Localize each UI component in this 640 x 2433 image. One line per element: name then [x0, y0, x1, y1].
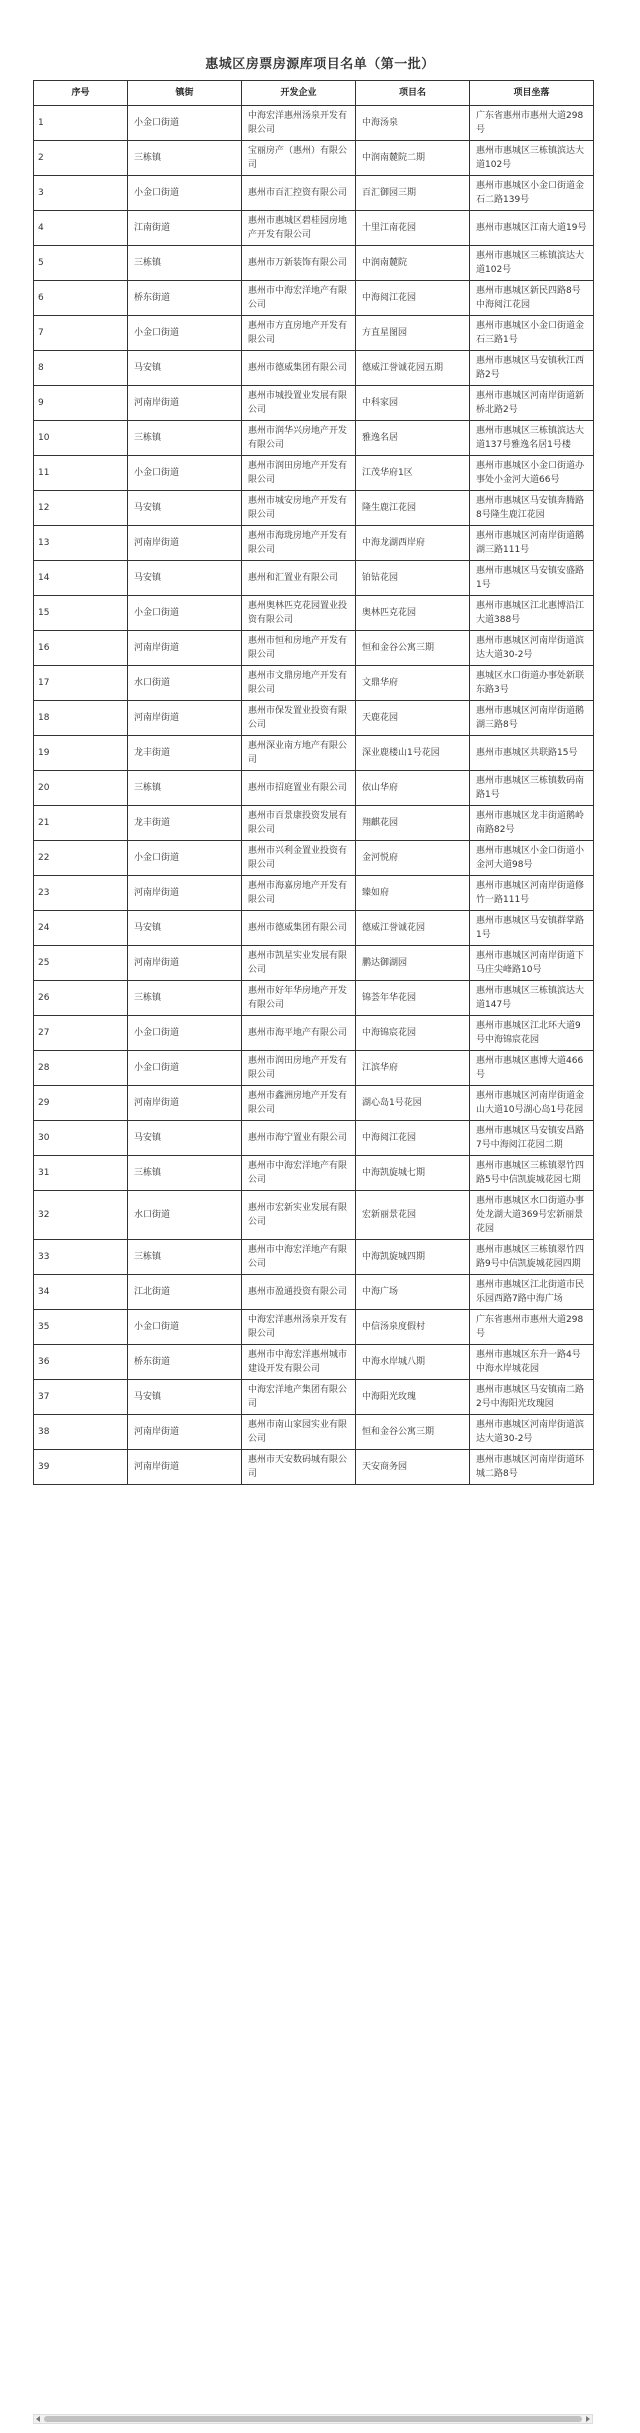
table-row — [34, 946, 594, 981]
table-row — [34, 841, 594, 876]
cell-project-location: 惠州市惠城区小金口街道小金河大道98号 — [470, 841, 594, 876]
cell-project-location: 惠州市惠城区江南大道19号 — [470, 211, 594, 246]
cell-project-location: 惠州市惠城区马安镇奔腾路8号隆生鹿江花园 — [470, 491, 594, 526]
cell-project-location: 惠州市惠城区水口街道办事处龙湖大道369号宏新丽景花园 — [470, 1191, 594, 1240]
cell-project-location: 惠州市惠城区三栋镇翠竹四路5号中信凯旋城花园七期 — [470, 1156, 594, 1191]
cell-town: 小金口街道 — [128, 841, 242, 876]
cell-index: 17 — [34, 666, 128, 701]
cell-developer: 惠州市城安房地产开发有限公司 — [242, 491, 356, 526]
cell-index: 1 — [34, 106, 128, 141]
table-row — [34, 876, 594, 911]
cell-town: 河南岸街道 — [128, 946, 242, 981]
project-list-table — [33, 80, 594, 1485]
cell-developer: 惠州市中海宏洋地产有限公司 — [242, 281, 356, 316]
cell-project-location: 惠州市惠城区河南岸街道鹅湖三路8号 — [470, 701, 594, 736]
table-row — [34, 246, 594, 281]
cell-project-name: 湖心岛1号花园 — [356, 1086, 470, 1121]
scroll-left-arrow-icon[interactable] — [36, 2416, 40, 2422]
cell-index: 38 — [34, 1415, 128, 1450]
table-row — [34, 1086, 594, 1121]
table-row — [34, 1450, 594, 1485]
cell-developer: 惠州市中海宏洋惠州城市建设开发有限公司 — [242, 1345, 356, 1380]
scroll-right-arrow-icon[interactable] — [586, 2416, 590, 2422]
cell-project-name: 中科家园 — [356, 386, 470, 421]
cell-developer: 惠州市鑫洲房地产开发有限公司 — [242, 1086, 356, 1121]
cell-project-location: 惠州市惠城区河南岸街道下马庄尖峰路10号 — [470, 946, 594, 981]
table-body — [34, 106, 594, 1485]
cell-town: 龙丰街道 — [128, 806, 242, 841]
cell-town: 小金口街道 — [128, 1310, 242, 1345]
cell-index: 26 — [34, 981, 128, 1016]
cell-index: 13 — [34, 526, 128, 561]
cell-project-location: 惠州市惠城区惠博大道466号 — [470, 1051, 594, 1086]
cell-project-name: 江茂华府1区 — [356, 456, 470, 491]
cell-index: 11 — [34, 456, 128, 491]
header-index: 序号 — [34, 81, 128, 106]
cell-project-name: 中海汤泉 — [356, 106, 470, 141]
table-row — [34, 631, 594, 666]
cell-index: 27 — [34, 1016, 128, 1051]
cell-developer: 惠州市中海宏洋地产有限公司 — [242, 1240, 356, 1275]
cell-index: 29 — [34, 1086, 128, 1121]
cell-developer: 惠州市海平地产有限公司 — [242, 1016, 356, 1051]
cell-index: 12 — [34, 491, 128, 526]
cell-project-name: 铂钻花园 — [356, 561, 470, 596]
table-row — [34, 1275, 594, 1310]
header-project-location: 项目坐落 — [470, 81, 594, 106]
cell-project-location: 惠州市惠城区三栋镇数码南路1号 — [470, 771, 594, 806]
cell-project-name: 文鼎华府 — [356, 666, 470, 701]
cell-project-location: 惠州市惠城区马安镇安盛路1号 — [470, 561, 594, 596]
cell-project-location: 惠城区水口街道办事处新联东路3号 — [470, 666, 594, 701]
cell-town: 河南岸街道 — [128, 876, 242, 911]
cell-town: 河南岸街道 — [128, 701, 242, 736]
cell-developer: 惠州市好年华房地产开发有限公司 — [242, 981, 356, 1016]
horizontal-scrollbar[interactable] — [33, 2414, 593, 2424]
table-row — [34, 701, 594, 736]
cell-town: 桥东街道 — [128, 1345, 242, 1380]
cell-developer: 惠州市海嘉房地产开发有限公司 — [242, 876, 356, 911]
cell-developer: 惠州市凯星实业发展有限公司 — [242, 946, 356, 981]
cell-project-location: 惠州市惠城区新民四路8号中海阅江花园 — [470, 281, 594, 316]
table-row — [34, 351, 594, 386]
cell-developer: 惠州市万新装饰有限公司 — [242, 246, 356, 281]
cell-project-location: 惠州市惠城区马安镇南二路2号中海阳光玫瑰园 — [470, 1380, 594, 1415]
cell-project-location: 惠州市惠城区河南岸街道新桥北路2号 — [470, 386, 594, 421]
cell-project-location: 惠州市惠城区东升一路4号中海水岸城花园 — [470, 1345, 594, 1380]
cell-index: 9 — [34, 386, 128, 421]
cell-project-name: 德威江誉诚花园五期 — [356, 351, 470, 386]
cell-project-name: 中海凯旋城七期 — [356, 1156, 470, 1191]
cell-town: 三栋镇 — [128, 1156, 242, 1191]
cell-developer: 惠州市百景康投资发展有限公司 — [242, 806, 356, 841]
cell-project-name: 雅逸名居 — [356, 421, 470, 456]
cell-project-location: 惠州市惠城区三栋镇滨达大道137号雅逸名居1号楼 — [470, 421, 594, 456]
cell-project-location: 广东省惠州市惠州大道298号 — [470, 1310, 594, 1345]
table-row — [34, 526, 594, 561]
table-row — [34, 561, 594, 596]
cell-project-location: 惠州市惠城区河南岸街道滨达大道30-2号 — [470, 631, 594, 666]
cell-town: 马安镇 — [128, 911, 242, 946]
table-row — [34, 386, 594, 421]
cell-index: 7 — [34, 316, 128, 351]
cell-town: 马安镇 — [128, 1380, 242, 1415]
cell-project-name: 深业鹿楼山1号花园 — [356, 736, 470, 771]
cell-project-name: 中海阅江花园 — [356, 1121, 470, 1156]
cell-index: 20 — [34, 771, 128, 806]
cell-town: 三栋镇 — [128, 1240, 242, 1275]
table-row — [34, 106, 594, 141]
cell-town: 江南街道 — [128, 211, 242, 246]
cell-developer: 惠州市城投置业发展有限公司 — [242, 386, 356, 421]
cell-project-location: 惠州市惠城区三栋镇滨达大道147号 — [470, 981, 594, 1016]
cell-town: 河南岸街道 — [128, 631, 242, 666]
cell-town: 马安镇 — [128, 1121, 242, 1156]
table-row — [34, 316, 594, 351]
cell-town: 江北街道 — [128, 1275, 242, 1310]
cell-project-name: 锦荟年华花园 — [356, 981, 470, 1016]
cell-index: 19 — [34, 736, 128, 771]
table-row — [34, 1121, 594, 1156]
cell-town: 河南岸街道 — [128, 526, 242, 561]
cell-town: 马安镇 — [128, 491, 242, 526]
cell-developer: 惠州市德威集团有限公司 — [242, 911, 356, 946]
table-row — [34, 1310, 594, 1345]
table-row — [34, 1415, 594, 1450]
cell-project-location: 惠州市惠城区共联路15号 — [470, 736, 594, 771]
cell-developer: 惠州市德威集团有限公司 — [242, 351, 356, 386]
cell-project-name: 中海阳光玫瑰 — [356, 1380, 470, 1415]
cell-town: 三栋镇 — [128, 421, 242, 456]
cell-town: 龙丰街道 — [128, 736, 242, 771]
cell-project-location: 惠州市惠城区三栋镇滨达大道102号 — [470, 141, 594, 176]
cell-developer: 惠州市盈通投资有限公司 — [242, 1275, 356, 1310]
cell-index: 31 — [34, 1156, 128, 1191]
header-project-name: 项目名 — [356, 81, 470, 106]
cell-index: 35 — [34, 1310, 128, 1345]
cell-index: 14 — [34, 561, 128, 596]
cell-town: 河南岸街道 — [128, 1086, 242, 1121]
cell-developer: 惠州市海珑房地产开发有限公司 — [242, 526, 356, 561]
cell-project-location: 惠州市惠城区三栋镇翠竹四路9号中信凯旋城花园四期 — [470, 1240, 594, 1275]
cell-index: 24 — [34, 911, 128, 946]
cell-project-name: 中润南麓院 — [356, 246, 470, 281]
table-row — [34, 421, 594, 456]
cell-town: 小金口街道 — [128, 456, 242, 491]
table-row — [34, 736, 594, 771]
cell-project-name: 德威江誉诚花园 — [356, 911, 470, 946]
cell-developer: 惠州市保发置业投资有限公司 — [242, 701, 356, 736]
cell-index: 33 — [34, 1240, 128, 1275]
cell-project-name: 中海凯旋城四期 — [356, 1240, 470, 1275]
scrollbar-thumb[interactable] — [44, 2416, 582, 2422]
cell-project-name: 中海龙湖西岸府 — [356, 526, 470, 561]
cell-project-name: 恒和金谷公寓三期 — [356, 1415, 470, 1450]
cell-project-name: 中海锦宸花园 — [356, 1016, 470, 1051]
cell-project-name: 奥林匹克花园 — [356, 596, 470, 631]
cell-town: 小金口街道 — [128, 1016, 242, 1051]
cell-index: 23 — [34, 876, 128, 911]
cell-developer: 惠州市天安数码城有限公司 — [242, 1450, 356, 1485]
table-row — [34, 981, 594, 1016]
header-town: 镇街 — [128, 81, 242, 106]
cell-town: 小金口街道 — [128, 176, 242, 211]
cell-project-name: 方直星图园 — [356, 316, 470, 351]
cell-project-name: 宏新丽景花园 — [356, 1191, 470, 1240]
cell-town: 河南岸街道 — [128, 1450, 242, 1485]
cell-developer: 宝丽房产（惠州）有限公司 — [242, 141, 356, 176]
cell-town: 三栋镇 — [128, 771, 242, 806]
cell-project-name: 江滨华府 — [356, 1051, 470, 1086]
table-row — [34, 456, 594, 491]
cell-developer: 惠州市兴利金置业投资有限公司 — [242, 841, 356, 876]
cell-developer: 惠州市惠城区碧桂园房地产开发有限公司 — [242, 211, 356, 246]
cell-developer: 惠州市招庭置业有限公司 — [242, 771, 356, 806]
cell-developer: 惠州和汇置业有限公司 — [242, 561, 356, 596]
table-row — [34, 1240, 594, 1275]
cell-project-location: 惠州市惠城区河南岸街道滨达大道30-2号 — [470, 1415, 594, 1450]
cell-town: 马安镇 — [128, 561, 242, 596]
cell-town: 河南岸街道 — [128, 386, 242, 421]
table-row — [34, 211, 594, 246]
cell-town: 水口街道 — [128, 1191, 242, 1240]
cell-town: 三栋镇 — [128, 141, 242, 176]
cell-project-name: 臻如府 — [356, 876, 470, 911]
cell-town: 小金口街道 — [128, 106, 242, 141]
cell-developer: 中海宏洋惠州汤泉开发有限公司 — [242, 106, 356, 141]
table-row — [34, 911, 594, 946]
cell-index: 30 — [34, 1121, 128, 1156]
cell-developer: 惠州深业南方地产有限公司 — [242, 736, 356, 771]
cell-index: 37 — [34, 1380, 128, 1415]
table-row — [34, 1345, 594, 1380]
cell-project-location: 惠州市惠城区河南岸街道环城二路8号 — [470, 1450, 594, 1485]
cell-developer: 惠州市方直房地产开发有限公司 — [242, 316, 356, 351]
header-developer: 开发企业 — [242, 81, 356, 106]
cell-project-location: 惠州市惠城区小金口街道金石三路1号 — [470, 316, 594, 351]
cell-index: 2 — [34, 141, 128, 176]
cell-project-location: 惠州市惠城区马安镇秋江西路2号 — [470, 351, 594, 386]
table-row — [34, 666, 594, 701]
cell-developer: 中海宏洋地产集团有限公司 — [242, 1380, 356, 1415]
cell-developer: 惠州市中海宏洋地产有限公司 — [242, 1156, 356, 1191]
cell-project-name: 天安商务园 — [356, 1450, 470, 1485]
cell-developer: 中海宏洋惠州汤泉开发有限公司 — [242, 1310, 356, 1345]
cell-project-name: 翔麒花园 — [356, 806, 470, 841]
cell-town: 三栋镇 — [128, 246, 242, 281]
cell-project-location: 惠州市惠城区江北惠博沿江大道388号 — [470, 596, 594, 631]
cell-index: 25 — [34, 946, 128, 981]
cell-project-name: 中润南麓院二期 — [356, 141, 470, 176]
cell-developer: 惠州市南山家园实业有限公司 — [242, 1415, 356, 1450]
cell-town: 水口街道 — [128, 666, 242, 701]
cell-developer: 惠州奥林匹克花园置业投资有限公司 — [242, 596, 356, 631]
cell-index: 16 — [34, 631, 128, 666]
table-row — [34, 771, 594, 806]
table-row — [34, 1191, 594, 1240]
cell-project-name: 百汇御园三期 — [356, 176, 470, 211]
cell-index: 36 — [34, 1345, 128, 1380]
cell-project-location: 惠州市惠城区河南岸街道金山大道10号湖心岛1号花园 — [470, 1086, 594, 1121]
table-row — [34, 1051, 594, 1086]
cell-developer: 惠州市润华兴房地产开发有限公司 — [242, 421, 356, 456]
cell-project-location: 惠州市惠城区江北街道市民乐园西路7路中海广场 — [470, 1275, 594, 1310]
table-row — [34, 141, 594, 176]
cell-index: 5 — [34, 246, 128, 281]
cell-project-name: 中海阅江花园 — [356, 281, 470, 316]
cell-developer: 惠州市宏新实业发展有限公司 — [242, 1191, 356, 1240]
table-row — [34, 1380, 594, 1415]
cell-project-name: 依山华府 — [356, 771, 470, 806]
cell-index: 8 — [34, 351, 128, 386]
cell-developer: 惠州市海宁置业有限公司 — [242, 1121, 356, 1156]
cell-project-name: 鹏达御湖园 — [356, 946, 470, 981]
cell-project-location: 惠州市惠城区马安镇群掌路1号 — [470, 911, 594, 946]
cell-town: 小金口街道 — [128, 1051, 242, 1086]
cell-project-name: 恒和金谷公寓三期 — [356, 631, 470, 666]
cell-project-location: 惠州市惠城区江北环大道9号中海锦宸花园 — [470, 1016, 594, 1051]
cell-developer: 惠州市润田房地产开发有限公司 — [242, 1051, 356, 1086]
cell-index: 28 — [34, 1051, 128, 1086]
table-row — [34, 491, 594, 526]
cell-index: 32 — [34, 1191, 128, 1240]
cell-town: 河南岸街道 — [128, 1415, 242, 1450]
cell-project-name: 金河悦府 — [356, 841, 470, 876]
cell-town: 桥东街道 — [128, 281, 242, 316]
cell-index: 4 — [34, 211, 128, 246]
cell-project-name: 中信汤泉度假村 — [356, 1310, 470, 1345]
cell-project-location: 广东省惠州市惠州大道298号 — [470, 106, 594, 141]
cell-project-location: 惠州市惠城区河南岸街道修竹一路111号 — [470, 876, 594, 911]
cell-project-name: 隆生鹿江花园 — [356, 491, 470, 526]
table-row — [34, 281, 594, 316]
cell-project-name: 十里江南花园 — [356, 211, 470, 246]
cell-project-location: 惠州市惠城区龙丰街道鹅岭南路82号 — [470, 806, 594, 841]
cell-index: 18 — [34, 701, 128, 736]
cell-index: 10 — [34, 421, 128, 456]
cell-index: 6 — [34, 281, 128, 316]
table-row — [34, 806, 594, 841]
cell-project-name: 中海水岸城八期 — [356, 1345, 470, 1380]
cell-town: 三栋镇 — [128, 981, 242, 1016]
table-header-row — [34, 81, 594, 106]
cell-index: 39 — [34, 1450, 128, 1485]
cell-index: 22 — [34, 841, 128, 876]
table-row — [34, 596, 594, 631]
cell-index: 15 — [34, 596, 128, 631]
table-row — [34, 1156, 594, 1191]
cell-developer: 惠州市百汇控资有限公司 — [242, 176, 356, 211]
cell-developer: 惠州市文鼎房地产开发有限公司 — [242, 666, 356, 701]
page-title: 惠城区房票房源库项目名单（第一批） — [205, 57, 435, 72]
table-row — [34, 1016, 594, 1051]
cell-developer: 惠州市润田房地产开发有限公司 — [242, 456, 356, 491]
cell-project-location: 惠州市惠城区马安镇安昌路7号中海阅江花园二期 — [470, 1121, 594, 1156]
cell-index: 3 — [34, 176, 128, 211]
cell-project-location: 惠州市惠城区河南岸街道鹅湖三路111号 — [470, 526, 594, 561]
cell-project-location: 惠州市惠城区三栋镇滨达大道102号 — [470, 246, 594, 281]
cell-index: 34 — [34, 1275, 128, 1310]
cell-project-location: 惠州市惠城区小金口街道金石二路139号 — [470, 176, 594, 211]
cell-town: 小金口街道 — [128, 596, 242, 631]
cell-project-location: 惠州市惠城区小金口街道办事处小金河大道66号 — [470, 456, 594, 491]
cell-developer: 惠州市恒和房地产开发有限公司 — [242, 631, 356, 666]
cell-project-name: 天鹿花园 — [356, 701, 470, 736]
cell-project-name: 中海广场 — [356, 1275, 470, 1310]
cell-town: 小金口街道 — [128, 316, 242, 351]
table-row — [34, 176, 594, 211]
cell-index: 21 — [34, 806, 128, 841]
cell-town: 马安镇 — [128, 351, 242, 386]
